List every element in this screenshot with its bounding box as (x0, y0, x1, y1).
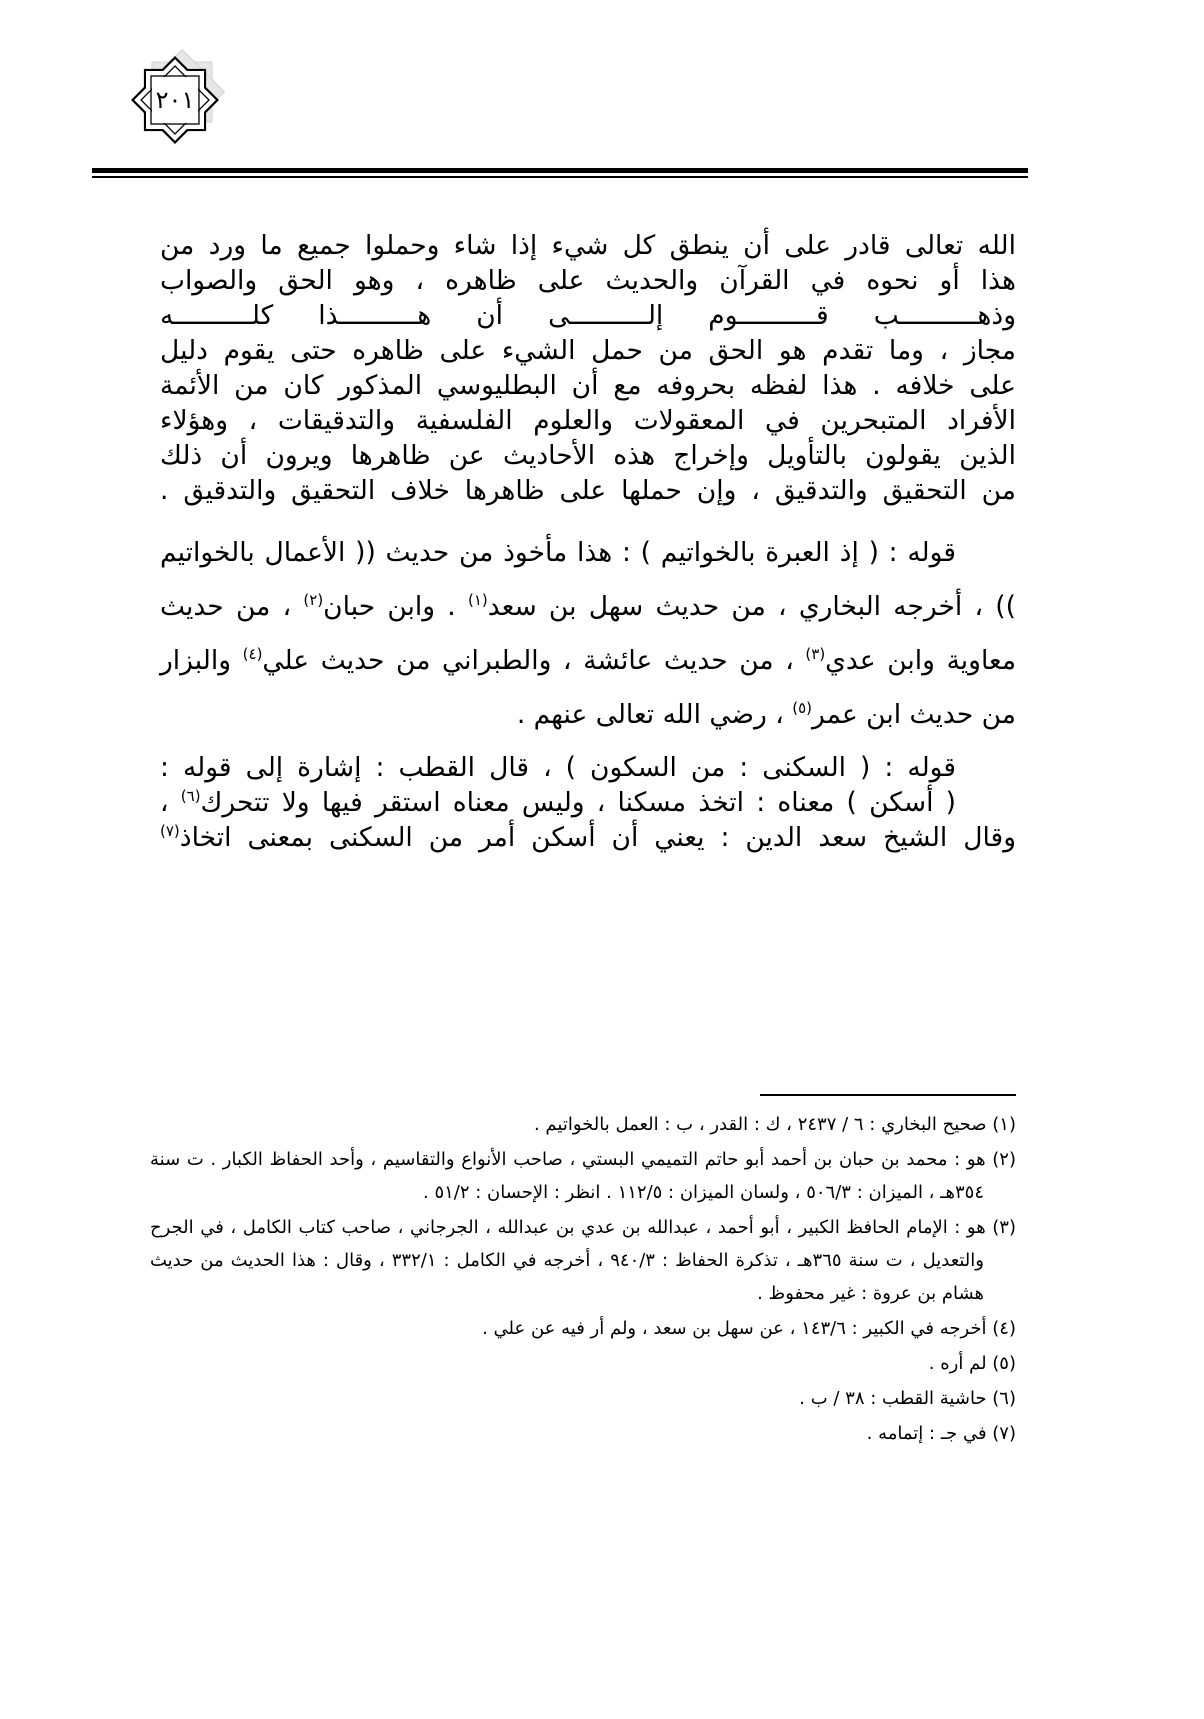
text-run: ، من حديث عائشة ، والطبراني من حديث علي (262, 645, 806, 676)
text-line: الأفراد المتبحرين في المعقولات والعلوم الفلسفية والتدقيقات ، وهؤلاء (160, 405, 1016, 436)
footnote-ref: (٦) (180, 787, 201, 806)
text-run: والبزار من حديث ابن عمر (160, 645, 1016, 730)
header-rule-thin (92, 176, 1028, 178)
page-number: ٢٠١ (155, 86, 195, 114)
footnote-3: (٣) هو : الإمام الحافظ الكبير ، أبو أحمد ، عبدالله بن عدي بن عبدالله ، الجرجاني ، صاحب كتاب الكامل ، في الجرح والتعديل ، ت سنة ٣٦٥هـ ، تذكرة الحفاظ : ٩٤٠/٣ ، أخرجه في الكامل : ٣٣٢/١ ، وقال : هذا الحديث من حديث هشام بن عروة : غير محفوظ . (150, 1217, 1016, 1304)
footnote-separator (760, 1094, 1016, 1096)
footnote-7: (٧) في جـ : إتمامه . (866, 1423, 1016, 1444)
text-line: وذهــــــــــب قــــــــــوم إلــــــــــى أن هــــــــــذا كلــــــــــه (160, 300, 1016, 331)
text-run: ، رضي الله تعالى عنهم . (516, 699, 793, 730)
footnotes (150, 1108, 1016, 1450)
footnote-6: (٦) حاشية القطب : ٣٨ / ب . (799, 1388, 1016, 1409)
text-line: مجاز ، وما تقدم هو الحق من حمل الشيء على ظاهره حتى يقوم دليل (160, 335, 1016, 366)
text-line (160, 820, 1016, 855)
text-line: الله تعالى قادر على أن ينطق كل شيء إذا شاء وحملوا جميع ما ورد من (160, 230, 1016, 261)
footnote-ref: (٤) (242, 645, 263, 664)
text-run: ، (160, 787, 181, 818)
text-run: ، من حديث معاوية وابن عدي (160, 591, 1017, 676)
page-number-badge (110, 45, 240, 175)
text-line: هذا أو نحوه في القرآن والحديث على ظاهره ، وهو الحق والصواب (160, 265, 1016, 296)
text-run: . وابن حبان (323, 591, 468, 622)
text-line: الذين يقولون بالتأويل وإخراج هذه الأحاديث عن ظاهرها ويرون أن ذلك (160, 440, 1016, 471)
footnote-1: (١) صحيح البخاري : ٦ / ٢٤٣٧ ، ك : القدر ، ب : العمل بالخواتيم . (533, 1114, 1016, 1135)
paragraph-2 (160, 526, 1016, 742)
paragraph-3 (160, 750, 1016, 855)
footnote-ref: (٢) (303, 591, 324, 610)
footnote-5: (٥) لم أره . (928, 1353, 1016, 1374)
text-line (160, 785, 1016, 820)
footnote-ref: (١) (468, 591, 488, 610)
main-text (160, 228, 1016, 855)
footnote-ref: (٥) (792, 699, 812, 718)
header-rule-thick (92, 168, 1028, 173)
text-run: وقال الشيخ سعد الدين : يعني أن أسكن أمر من السكنى بمعنى اتخاذ (179, 822, 1016, 853)
footnote-4: (٤) أخرجه في الكبير : ١٤٣/٦ ، عن سهل بن سعد ، ولم أر فيه عن علي . (482, 1318, 1016, 1339)
footnote-ref: (٧) (160, 822, 180, 841)
text-line: قوله : ( السكنى : من السكون ) ، قال القطب : إشارة إلى قوله : (160, 752, 956, 783)
text-line: من التحقيق والتدقيق ، وإن حملها على ظاهرها خلاف التحقيق والتدقيق . (160, 475, 1016, 506)
footnote-2: (٢) هو : محمد بن حبان بن أحمد أبو حاتم التميمي البستي ، صاحب الأنواع والتقاسيم ، وأحد الحفاظ الكبار . ت سنة ٣٥٤هـ ، الميزان : ٥٠٦/٣ ، ولسان الميزان : ١١٢/٥ . انظر : الإحسان : ٥١/٢ . (150, 1149, 1016, 1203)
text-run: قوله : ( إذ العبرة بالخواتيم ) : هذا مأخوذ من حديث (( الأعمال بالخواتيم )) ، أخرجه البخاري ، من حديث سهل بن سعد (160, 537, 1016, 622)
paragraph-1 (160, 228, 1016, 508)
footnote-ref: (٣) (805, 645, 826, 664)
text-run: ( أسكن ) معناه : اتخذ مسكنا ، وليس معناه استقر فيها ولا تتحرك (200, 787, 956, 818)
text-line: على خلافه . هذا لفظه بحروفه مع أن البطليوسي المذكور كان من الأئمة (160, 370, 1016, 401)
